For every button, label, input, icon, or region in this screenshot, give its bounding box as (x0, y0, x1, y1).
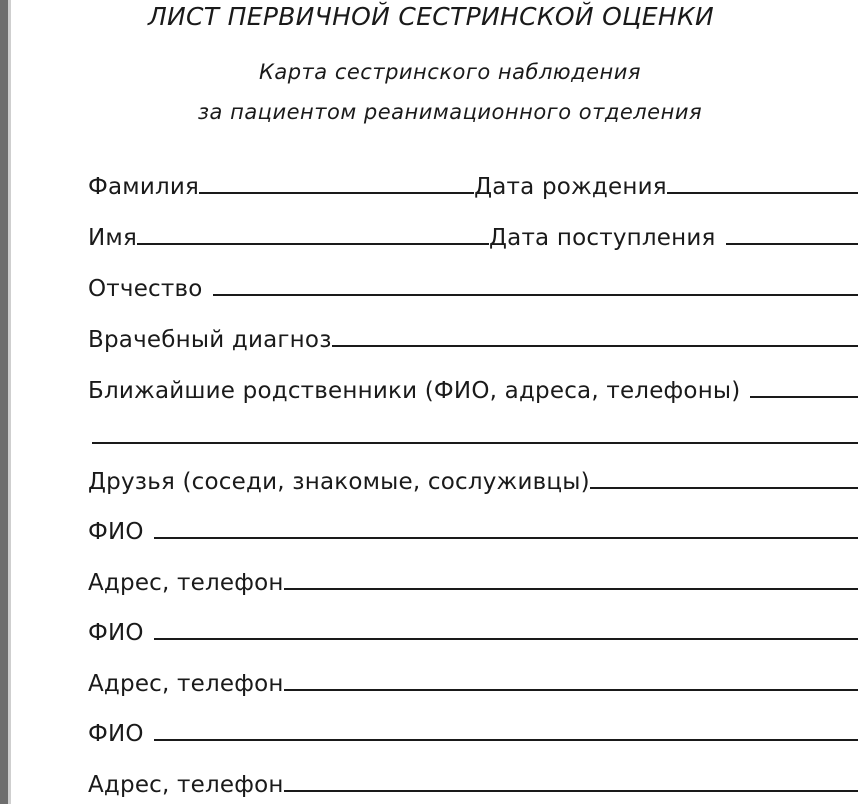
address-label-2: Адрес, телефон (88, 671, 284, 697)
fio-label-3: ФИО (88, 721, 144, 747)
surname-field[interactable] (199, 191, 474, 194)
first-name-row (88, 217, 858, 251)
fio-field-2[interactable] (154, 637, 858, 640)
first-name-field[interactable] (137, 242, 489, 245)
fio-label-1: ФИО (88, 519, 144, 545)
patronymic-label: Отчество (88, 276, 203, 302)
relatives-row (88, 370, 858, 404)
patronymic-row (88, 268, 858, 302)
fio-row-1 (88, 511, 858, 545)
admission-date-label: Дата поступления (489, 225, 716, 251)
form-subtitle-line2: за пациентом реанимационного отделения (197, 100, 703, 124)
friends-label: Друзья (соседи, знакомые, сослуживцы) (88, 469, 590, 495)
diagnosis-row (88, 319, 858, 353)
relatives-label: Ближайшие родственники (ФИО, адреса, телефоны) (88, 378, 741, 404)
surname-row (88, 166, 858, 200)
address-field-3[interactable] (284, 789, 858, 792)
address-row-2 (88, 663, 858, 697)
diagnosis-label: Врачебный диагноз (88, 327, 332, 353)
relatives-continuation-row (92, 416, 858, 450)
address-field-2[interactable] (284, 688, 858, 691)
birth-date-label: Дата рождения (474, 174, 667, 200)
form-title: ЛИСТ ПЕРВИЧНОЙ СЕСТРИНСКОЙ ОЦЕНКИ (147, 2, 715, 31)
fio-row-3 (88, 713, 858, 747)
relatives-continuation-field[interactable] (92, 441, 858, 444)
admission-date-field[interactable] (726, 242, 858, 245)
patronymic-field[interactable] (213, 293, 858, 296)
address-row-1 (88, 562, 858, 596)
relatives-field[interactable] (750, 395, 858, 398)
fio-row-2 (88, 612, 858, 646)
fio-field-3[interactable] (154, 738, 858, 741)
fio-label-2: ФИО (88, 620, 144, 646)
friends-row (88, 461, 858, 495)
form-subtitle-line1: Карта сестринского наблюдения (258, 60, 642, 84)
address-label-1: Адрес, телефон (88, 570, 284, 596)
first-name-label: Имя (88, 225, 137, 251)
address-row-3 (88, 764, 858, 798)
friends-field[interactable] (590, 486, 858, 489)
diagnosis-field[interactable] (332, 344, 858, 347)
address-label-3: Адрес, телефон (88, 772, 284, 798)
fio-field-1[interactable] (154, 536, 858, 539)
surname-label: Фамилия (88, 174, 200, 200)
address-field-1[interactable] (284, 587, 858, 590)
birth-date-field[interactable] (667, 191, 858, 194)
